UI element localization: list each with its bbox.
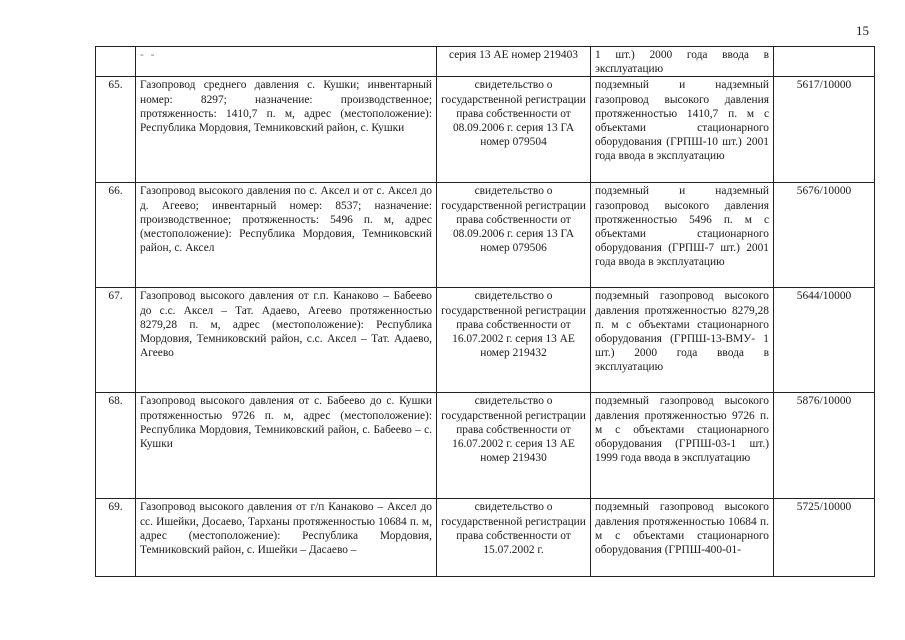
cell-share [774,47,875,77]
cell-characteristics: подземный и надземный газопровод высокого давления протяженностью 1410,7 п. м с объектами стационарного оборудования (ГРПШ-10 шт.) 2001 года ввода в эксплуатацию [591,77,774,183]
cell-share: 5644/10000 [774,288,875,393]
cell-registration-document: свидетельство о государственной регистрации права собственности от 08.09.2006 г. серия 13 ГА номер 079506 [437,183,591,288]
cell-number [96,47,136,77]
cell-share: 5676/10000 [774,183,875,288]
cell-number: 68. [96,393,136,499]
page-number: 15 [856,23,869,38]
cell-characteristics: подземный газопровод высокого давления протяженностью 9726 п. м с объектами стационарного оборудования (ГРПШ-03-1 шт.) 1999 года ввода в эксплуатацию [591,393,774,499]
cell-registration-document: свидетельство о государственной регистрации права собственности от 16.07.2002 г. серия 13 АЕ номер 219430 [437,393,591,499]
table-row [96,288,875,393]
cell-characteristics: подземный газопровод высокого давления протяженностью 8279,28 п. м с объектами стационарного оборудования (ГРПШ-13-ВМУ- 1 шт.) 2000 года ввода в эксплуатацию [591,288,774,393]
cell-share: 5617/10000 [774,77,875,183]
table-row-continuation [96,47,875,77]
cell-registration-document: свидетельство о государственной регистрации права собственности от 08.09.2006 г. серия 13 ГА номер 079504 [437,77,591,183]
table-row [96,393,875,499]
cell-number: 67. [96,288,136,393]
cell-description: Газопровод высокого давления по с. Аксел и от с. Аксел до д. Агеево; инвентарный номер: 8537; назначение: производственное; протяженность: 5496 п. м, адрес (местоположение): Республика Мордовия, Темниковский район, с. Аксел [136,183,437,288]
cell-number: 65. [96,77,136,183]
cell-characteristics: подземный газопровод высокого давления протяженностью 10684 п. м с объектами стационарного оборудования (ГРПШ-400-01- [591,499,774,577]
cell-description: Газопровод среднего давления с. Кушки; инвентарный номер: 8297; назначение: производственное; протяженность: 1410,7 п. м, адрес (местоположение): Республика Мордовия, Темниковский район, с. Кушки [136,77,437,183]
placeholder-dashes: - - [140,49,157,61]
cell-description [136,47,437,77]
cell-registration-document: свидетельство о государственной регистрации права собственности от 16.07.2002 г. серия 13 АЕ номер 219432 [437,288,591,393]
cell-characteristics: 1 шт.) 2000 года ввода в эксплуатацию [591,47,774,77]
cell-share: 5725/10000 [774,499,875,577]
cell-registration-document: свидетельство о государственной регистрации права собственности от 15.07.2002 г. [437,499,591,577]
table-row [96,77,875,183]
cell-characteristics: подземный и надземный газопровод высокого давления протяженностью 5496 п. м с объектами стационарного оборудования (ГРПШ-7 шт.) 2001 года ввода в эксплуатацию [591,183,774,288]
cell-description: Газопровод высокого давления от г.п. Канаково – Бабеево до с.с. Аксел – Тат. Адаево, Агеево протяженностью 8279,28 п. м, адрес (местоположение): Республика Мордовия, Темниковский район, с.с. Аксел – Тат. Адаево, Агеево [136,288,437,393]
cell-registration-document: серия 13 АЕ номер 219403 [437,47,591,77]
cell-description: Газопровод высокого давления от г/п Канаково – Аксел до сс. Ишейки, Досаево, Тарханы протяженностью 10684 п. м, адрес (местоположение): Республика Мордовия, Темниковский район, с. Ишейки – Дасаево – [136,499,437,577]
cell-number: 66. [96,183,136,288]
cell-description: Газопровод высокого давления от с. Бабеево до с. Кушки протяженностью 9726 п. м, адрес (местоположение): Республика Мордовия, Темниковский район, с. Бабеево – с. Кушки [136,393,437,499]
cell-number: 69. [96,499,136,577]
table-row [96,499,875,577]
cell-share: 5876/10000 [774,393,875,499]
table-row [96,183,875,288]
property-registry-table [95,46,875,577]
